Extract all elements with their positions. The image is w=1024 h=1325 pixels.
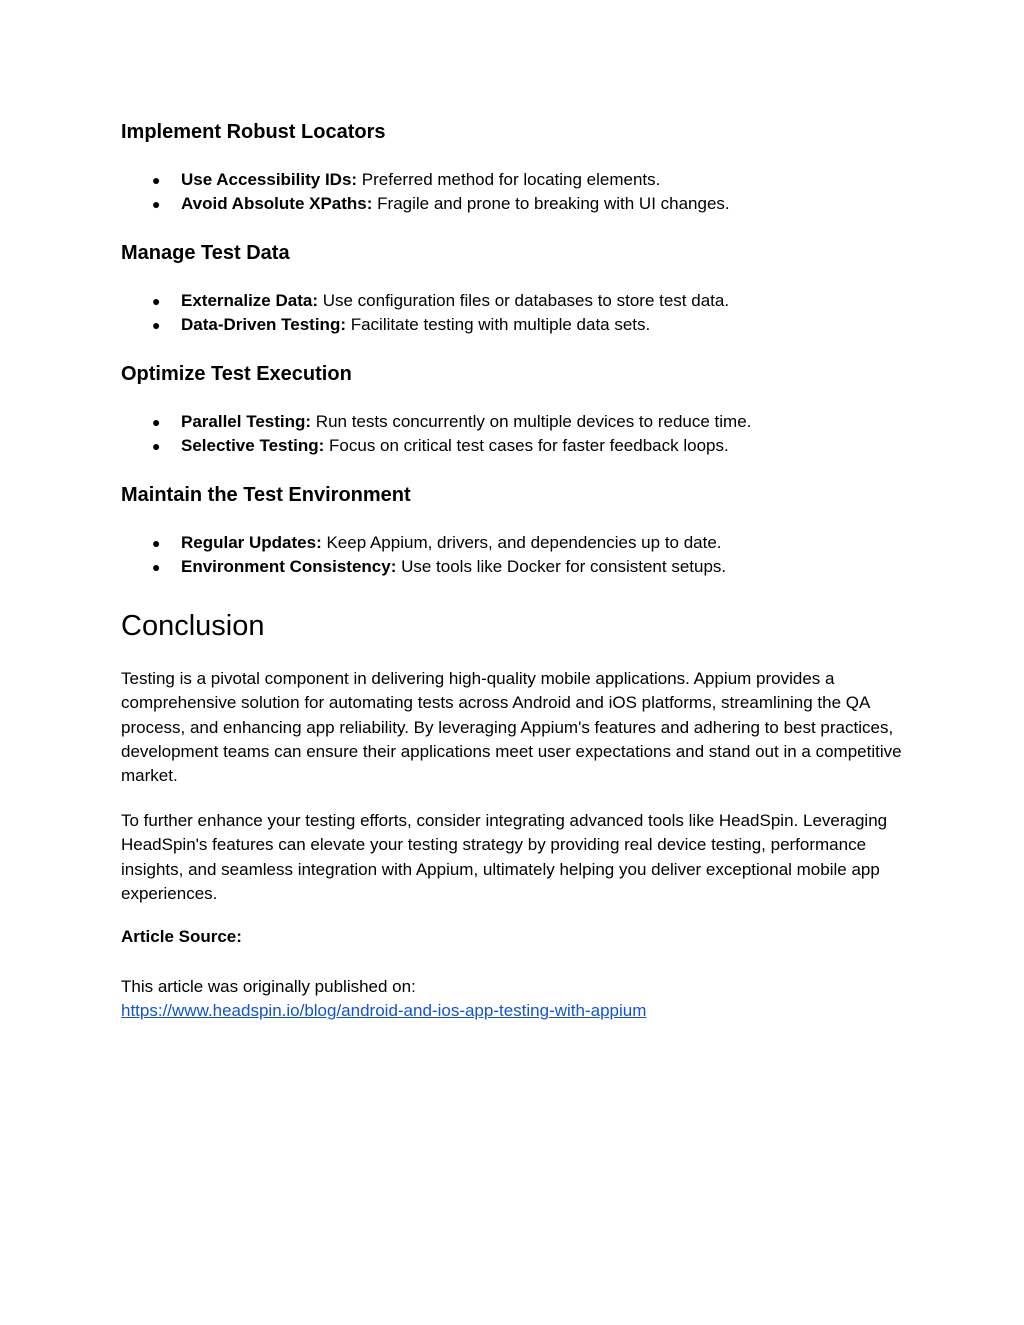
item-text: Preferred method for locating elements.	[357, 170, 661, 189]
bullet-icon: ●	[152, 438, 161, 454]
item-text: Use tools like Docker for consistent setups.	[396, 557, 727, 576]
item-term: Externalize Data:	[181, 291, 318, 310]
conclusion-heading: Conclusion	[121, 610, 265, 642]
item-term: Avoid Absolute XPaths:	[181, 194, 373, 213]
bullet-icon: ●	[152, 559, 161, 575]
item-text: Use configuration files or databases to store test data.	[318, 291, 730, 310]
item-term: Data-Driven Testing:	[181, 315, 346, 334]
bullet-list-test-data	[121, 289, 911, 337]
bullet-icon: ●	[152, 535, 161, 551]
item-term: Environment Consistency:	[181, 557, 397, 576]
item-term: Regular Updates:	[181, 533, 322, 552]
bullet-icon: ●	[152, 172, 161, 188]
conclusion-paragraph-1: Testing is a pivotal component in delivering high-quality mobile applications. Appium provides a comprehensive solution for automating tests across Android and iOS platforms, streamlining the QA process, and enhancing app reliability. By leveraging Appium's features and adhering to best practices, development teams can ensure their applications meet user expectations and stand out in a competitive market.	[121, 669, 902, 786]
list-item	[121, 555, 911, 579]
bullet-icon: ●	[152, 414, 161, 430]
item-text: Facilitate testing with multiple data sets.	[346, 315, 651, 334]
section-heading-test-environment: Maintain the Test Environment	[121, 484, 411, 506]
item-text: Fragile and prone to breaking with UI changes.	[372, 194, 730, 213]
list-item	[121, 168, 911, 192]
item-term: Parallel Testing:	[181, 412, 312, 431]
article-source-label: Article Source:	[121, 927, 242, 946]
source-paragraph	[121, 975, 911, 1024]
source-intro: This article was originally published on:	[121, 977, 416, 996]
list-item	[121, 434, 911, 458]
list-item	[121, 289, 911, 313]
item-text: Run tests concurrently on multiple devices to reduce time.	[311, 412, 752, 431]
bullet-icon: ●	[152, 293, 161, 309]
list-item	[121, 531, 911, 555]
bullet-list-robust-locators	[121, 168, 911, 216]
item-text: Keep Appium, drivers, and dependencies up to date.	[321, 533, 722, 552]
bullet-icon: ●	[152, 196, 161, 212]
bullet-list-test-execution	[121, 410, 911, 458]
section-heading-robust-locators: Implement Robust Locators	[121, 121, 386, 143]
bullet-icon: ●	[152, 317, 161, 333]
list-item	[121, 192, 911, 216]
source-link[interactable]: https://www.headspin.io/blog/android-and-ios-app-testing-with-appium	[121, 1001, 647, 1021]
section-heading-test-execution: Optimize Test Execution	[121, 363, 352, 385]
item-term: Use Accessibility IDs:	[181, 170, 358, 189]
list-item	[121, 410, 911, 434]
item-term: Selective Testing:	[181, 436, 325, 455]
conclusion-paragraph-2: To further enhance your testing efforts, consider integrating advanced tools like HeadSpin. Leveraging HeadSpin's features can elevate your testing strategy by providing real device testing, performance insights, and seamless integration with Appium, ultimately helping you deliver exceptional mobile app experiences.	[121, 811, 888, 903]
item-text: Focus on critical test cases for faster feedback loops.	[324, 436, 729, 455]
section-heading-test-data: Manage Test Data	[121, 242, 290, 264]
bullet-list-test-environment	[121, 531, 911, 579]
list-item	[121, 313, 911, 337]
